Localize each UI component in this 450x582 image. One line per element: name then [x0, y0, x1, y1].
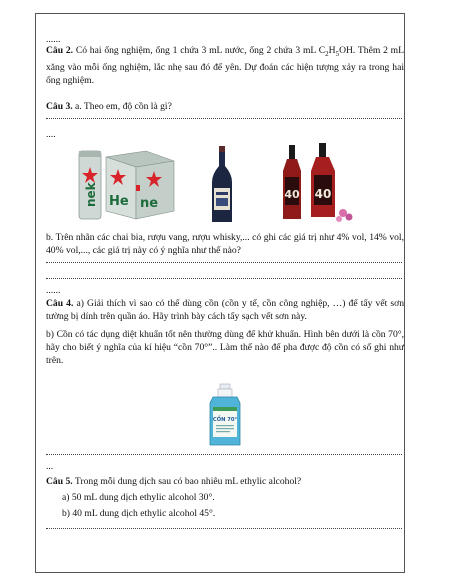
answer-line: [46, 260, 402, 263]
q2-label: Câu 2.: [46, 45, 74, 56]
q2-sub-5: 5: [335, 49, 340, 58]
answer-line: [46, 526, 402, 529]
question-4a: [46, 297, 404, 323]
q2-text-c: OH. Thêm 2 mL xăng vào mỗi ống nghiệm, lắc nhẹ sau đó để yên. Dự đoán các hiện tượng xảy ra trong hai ống nghiệm.: [46, 45, 404, 86]
q3-dots-tail: ....: [46, 129, 56, 140]
question-2: [46, 44, 404, 87]
whisky-number-left: 40: [284, 188, 300, 201]
q4-part-a: a) Giải thích vì sao có thể dùng cồn (cồn y tế, cồn công nghiệp, …) để tẩy vết sơn tường bị dính trên quần áo. Hãy trình bày cách tẩy sạch vết sơn này.: [46, 298, 404, 322]
question-5: [46, 475, 301, 488]
top-dots: ......: [46, 34, 61, 45]
question-3b: b. Trên nhãn các chai bia, rượu vang, rượu whisky,... có ghi các giá trị như 4% vol, 14% vol, 40% vol,..., các giá trị này có ý nghĩa như thế nào?: [46, 232, 404, 256]
q2-text-b: H: [328, 45, 336, 56]
whisky-number-right: 40: [314, 187, 332, 201]
svg-text:ne: ne: [140, 196, 159, 211]
wine-bottle-image: [208, 144, 236, 224]
q4-label: Câu 4.: [46, 298, 74, 309]
whisky-bottles-image: [283, 143, 355, 225]
question-4b: b) Cồn có tác dụng diệt khuẩn tốt nên thường dùng để khử khuẩn. Hình bên dưới là cồn 70°, hãy cho biết ý nghĩa của kí hiệu “cồn 70°”.. Làm thế nào để pha được độ cồn có số ghi như trên.: [46, 329, 404, 366]
q5-label: Câu 5.: [46, 476, 73, 487]
svg-text:He: He: [109, 194, 129, 209]
answer-line: [46, 116, 402, 119]
q3-dots-tail-2: ......: [46, 285, 61, 296]
q4-dots-tail: ...: [46, 461, 54, 472]
page-border: [35, 13, 405, 573]
q5-item-a: a) 50 mL dung dịch ethylic alcohol 30°.: [62, 492, 215, 503]
bottle-label: CỒN 70°: [212, 417, 238, 423]
question-3a: [46, 100, 172, 113]
q3-part-a: a. Theo em, độ cồn là gì?: [72, 101, 172, 112]
q5-item-b: b) 40 mL dung dịch ethylic alcohol 45°.: [62, 508, 216, 519]
q2-sub-2: 2: [325, 49, 329, 58]
answer-line: [46, 452, 402, 455]
q5-text: Trong mỗi dung dịch sau có bao nhiêu mL ethylic alcohol?: [72, 476, 302, 487]
beer-cans-image: [76, 145, 176, 223]
alcohol-70-bottle-image: [205, 383, 245, 447]
q3-label: Câu 3.: [46, 101, 73, 112]
q2-text-a: Có hai ống nghiệm, ống 1 chứa 3 mL nước, ống 2 chứa 3 mL C: [73, 45, 326, 56]
svg-text:nek: nek: [84, 182, 98, 207]
answer-line: [46, 276, 402, 279]
